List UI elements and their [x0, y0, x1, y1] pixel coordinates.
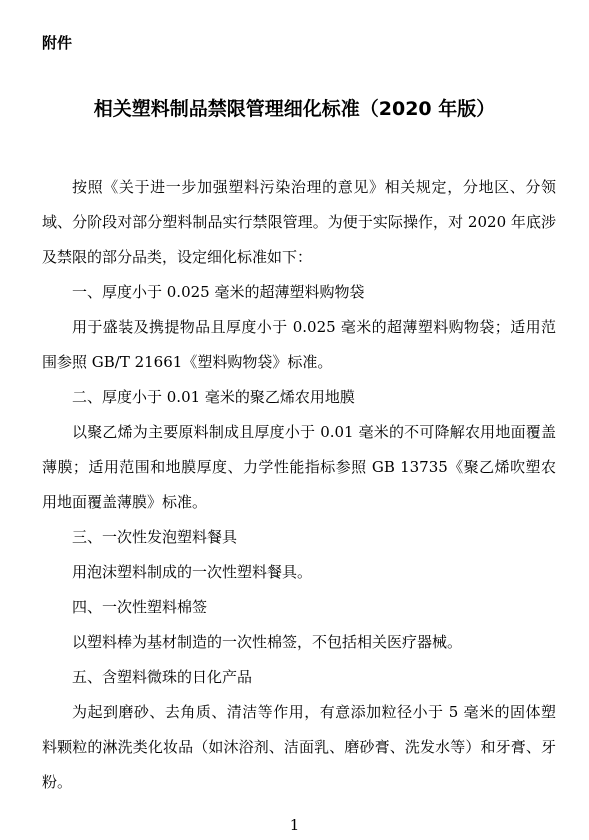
section-heading-2: 二、厚度小于 0.01 毫米的聚乙烯农用地膜	[72, 388, 355, 406]
section-text-2: 以聚乙烯为主要原料制成且厚度小于 0.01 毫米的不可降解农用地面覆盖薄膜；适用范围和地膜厚度、力学性能指标参照 GB 13735《聚乙烯吹塑农用地面覆盖薄膜》标准。	[42, 423, 556, 511]
section-text-1: 用于盛装及携提物品且厚度小于 0.025 毫米的超薄塑料购物袋；适用范围参照 GB/T 21661《塑料购物袋》标准。	[42, 318, 556, 371]
document-title: 相关塑料制品禁限管理细化标准（2020 年版）	[93, 98, 496, 120]
section-heading-1: 一、厚度小于 0.025 毫米的超薄塑料购物袋	[72, 283, 365, 301]
section-text-4: 以塑料棒为基材制造的一次性棉签，不包括相关医疗器械。	[72, 633, 463, 651]
section-text-5: 为起到磨砂、去角质、清洁等作用，有意添加粒径小于 5 毫米的固体塑料颗粒的淋洗类化妆品（如沐浴剂、洁面乳、磨砂膏、洗发水等）和牙膏、牙粉。	[42, 703, 556, 791]
section-heading-3: 三、一次性发泡塑料餐具	[72, 528, 238, 546]
section-heading-4: 四、一次性塑料棉签	[72, 598, 208, 616]
attachment-label: 附件	[42, 34, 73, 52]
document-body	[42, 170, 556, 800]
section-heading-5: 五、含塑料微珠的日化产品	[72, 668, 253, 686]
intro-paragraph: 按照《关于进一步加强塑料污染治理的意见》相关规定，分地区、分领域、分阶段对部分塑料制品实行禁限管理。为便于实际操作，对 2020 年底涉及禁限的部分品类，设定细化标准如下：	[42, 178, 556, 266]
page-number: 1	[289, 816, 300, 834]
section-text-3: 用泡沫塑料制成的一次性塑料餐具。	[72, 563, 313, 581]
